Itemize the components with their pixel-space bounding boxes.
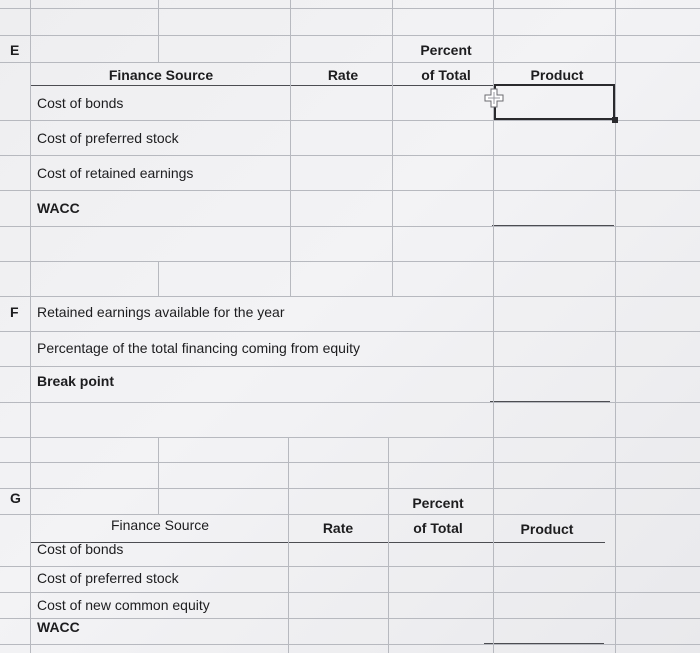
cell-select-cross-icon (484, 88, 504, 108)
g-rate-header: Rate (322, 520, 354, 536)
e-row-wacc: WACC (37, 200, 80, 216)
e-product-header: Product (530, 67, 584, 83)
gridline (0, 618, 700, 619)
section-f-label: F (10, 304, 19, 320)
gridline (0, 226, 700, 227)
section-g-label: G (10, 490, 21, 506)
g-row-cost-of-preferred-stock: Cost of preferred stock (37, 570, 179, 586)
f-row-break-point: Break point (37, 373, 115, 389)
gridline (0, 296, 700, 297)
gridline (615, 0, 616, 653)
gridline (0, 8, 700, 9)
g-of-total-header: of Total (413, 520, 463, 536)
gridline (30, 0, 31, 653)
gridline (392, 0, 393, 296)
gridline (388, 437, 389, 653)
g-finance-source-header: Finance Source (110, 517, 210, 533)
e-row-cost-of-retained-earnings: Cost of retained earnings (37, 165, 194, 181)
gridline (0, 437, 700, 438)
gridline (0, 62, 700, 63)
gridline (0, 566, 700, 567)
gridline (0, 462, 700, 463)
f-row-retained-earnings-available: Retained earnings available for the year (37, 304, 285, 320)
fill-handle[interactable] (612, 117, 618, 123)
g-row-wacc: WACC (37, 619, 80, 635)
gridline (0, 120, 700, 121)
e-finance-source-header: Finance Source (108, 67, 214, 83)
gridline (0, 261, 700, 262)
f-row-percentage-equity: Percentage of the total financing coming from equity (37, 340, 360, 356)
section-e-label: E (10, 42, 20, 58)
gridline (0, 644, 700, 645)
e-row-cost-of-preferred-stock: Cost of preferred stock (37, 130, 179, 146)
g-percent-header: Percent (412, 495, 464, 511)
g-row-cost-of-bonds: Cost of bonds (37, 541, 124, 557)
gridline (0, 592, 700, 593)
gridline (158, 437, 159, 514)
e-of-total-header: of Total (421, 67, 471, 83)
gridline (288, 437, 289, 653)
e-percent-header: Percent (420, 42, 472, 58)
gridline (0, 366, 700, 367)
e-row-cost-of-bonds: Cost of bonds (37, 95, 124, 111)
gridline (0, 402, 700, 403)
gridline (158, 0, 159, 62)
gridline (290, 0, 291, 296)
gridline (0, 331, 700, 332)
gridline (0, 488, 700, 489)
gridline (0, 35, 700, 36)
g-product-header: Product (520, 521, 574, 537)
gridline (0, 514, 700, 515)
gridline (0, 155, 700, 156)
e-rate-header: Rate (327, 67, 359, 83)
gridline (0, 190, 700, 191)
g-row-cost-of-new-common-equity: Cost of new common equity (37, 597, 210, 613)
active-cell-selection[interactable] (494, 84, 615, 120)
gridline (158, 261, 159, 296)
